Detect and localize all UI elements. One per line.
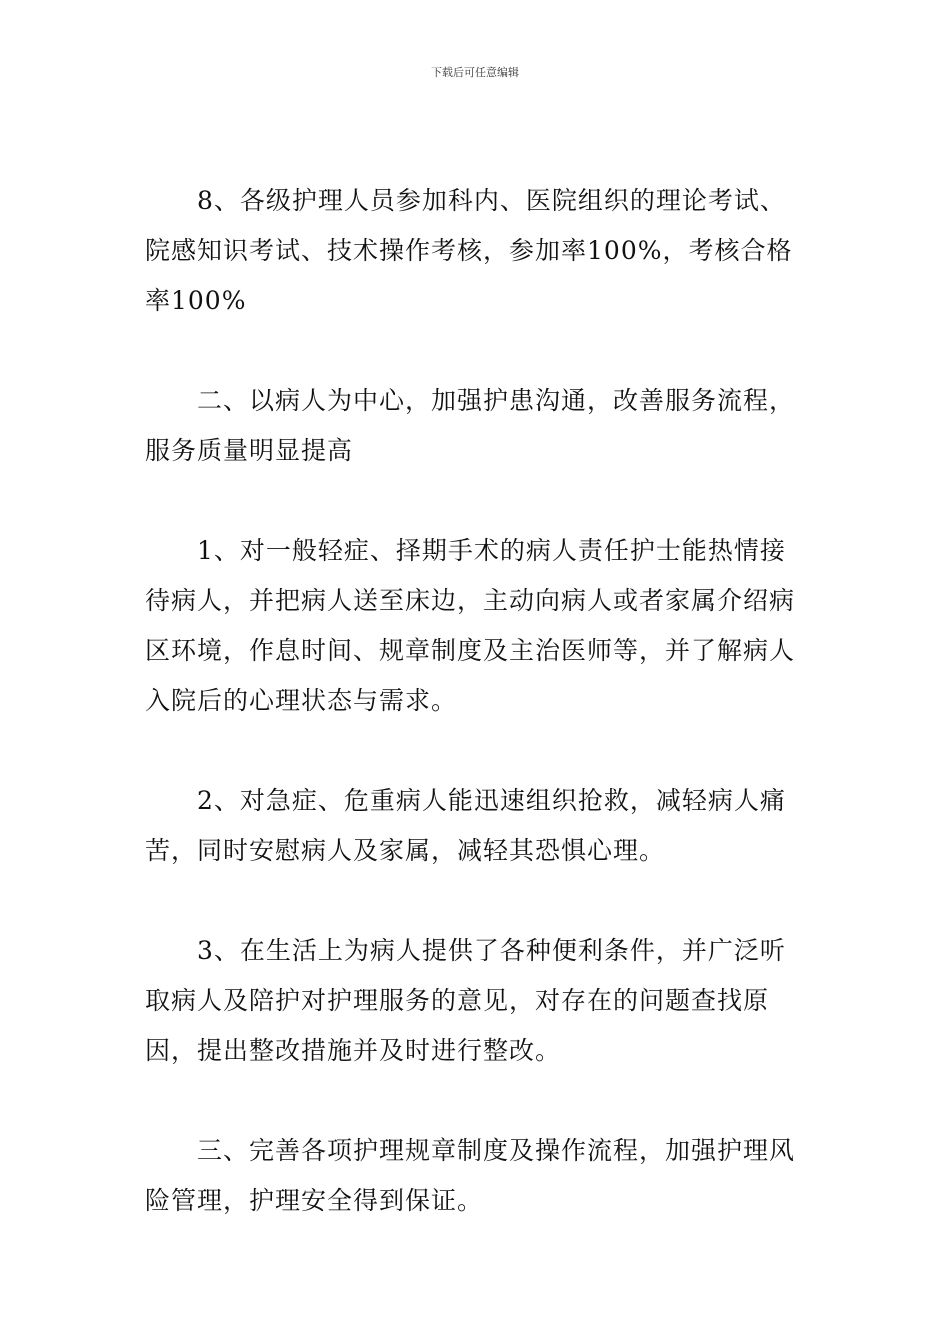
section-heading-two: 二、以病人为中心，加强护患沟通，改善服务流程，服务质量明显提高 [145,386,796,465]
paragraph-item-1: 1、对一般轻症、择期手术的病人责任护士能热情接待病人，并把病人送至床边，主动向病人或者家属介绍病区环境，作息时间、规章制度及主治医师等，并了解病人入院后的心理状态与需求。 [145,536,796,715]
paragraph-item-8: 8、各级护理人员参加科内、医院组织的理论考试、院感知识考试、技术操作考核，参加率100%，考核合格率100% [145,186,793,315]
paragraph-item-2: 2、对急症、危重病人能迅速组织抢救，减轻病人痛苦，同时安慰病人及家属，减轻其恐惧心理。 [145,786,786,865]
paragraph-item-3: 3、在生活上为病人提供了各种便利条件，并广泛听取病人及陪护对护理服务的意见，对存在的问题查找原因，提出整改措施并及时进行整改。 [145,936,786,1065]
section-heading-three: 三、完善各项护理规章制度及操作流程，加强护理风险管理，护理安全得到保证。 [145,1136,796,1215]
page-header: 下载后可任意编辑 [431,66,519,79]
document-body [145,176,810,1226]
